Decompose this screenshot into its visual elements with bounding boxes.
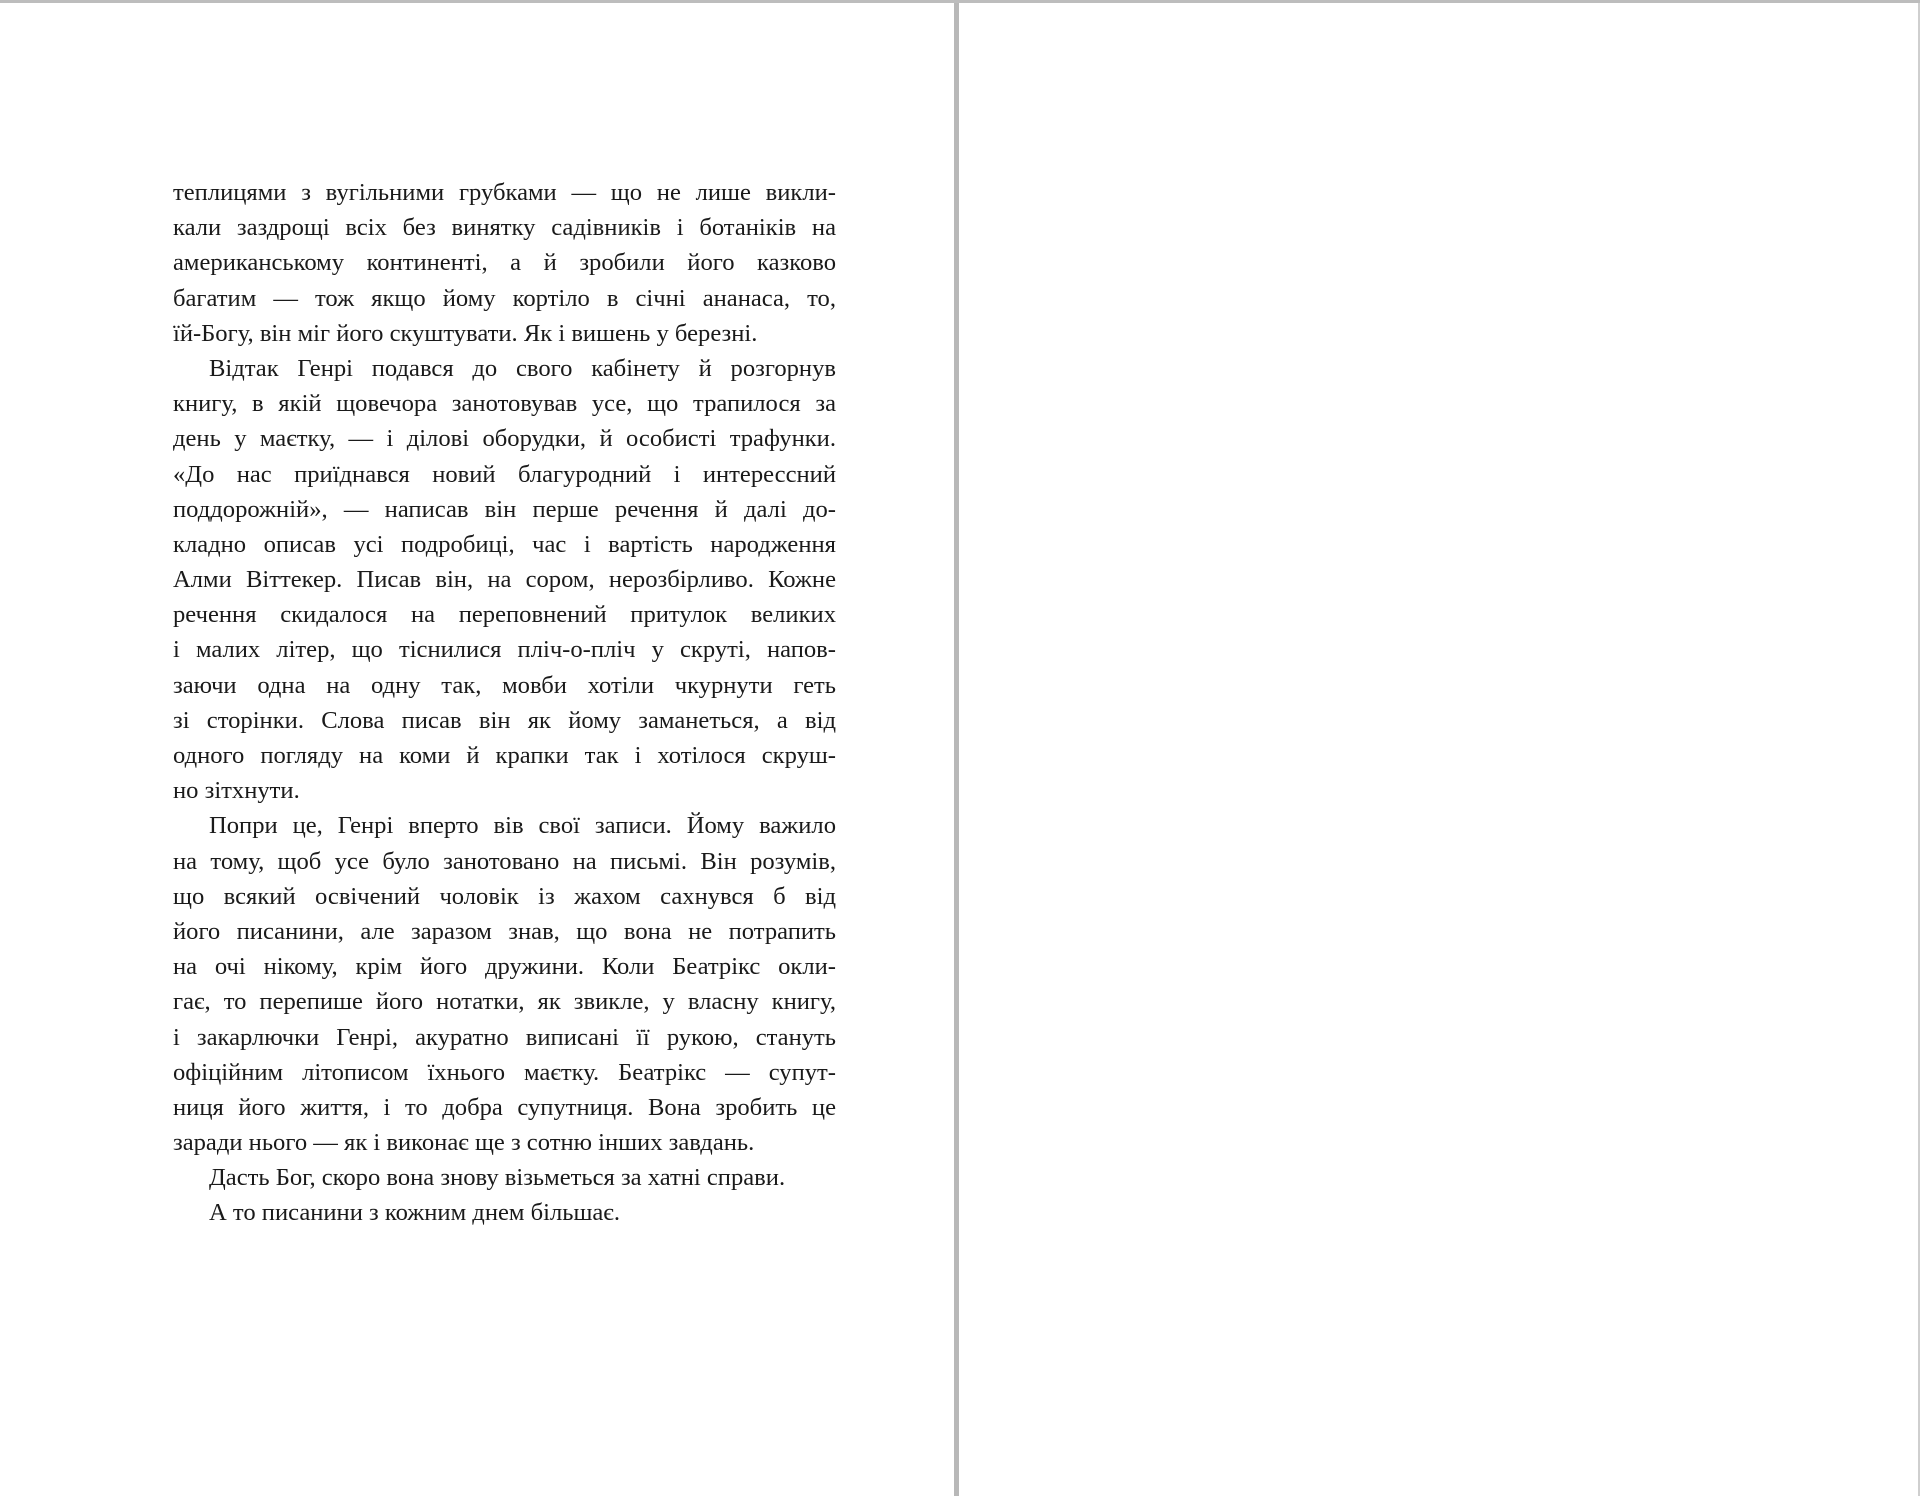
text-line: гає, то перепише його нотатки, як звикле, у власну книгу,: [173, 988, 836, 1016]
text-line: день у маєтку, — і ділові оборудки, й особисті трафунки.: [173, 425, 836, 453]
text-line: зі сторінки. Слова писав він як йому заманеться, а від: [173, 706, 836, 734]
text-line: заючи одна на одну так, мовби хотіли чкурнути геть: [173, 671, 836, 699]
text-line: Дасть Бог, скоро вона знову візьметься за хатні справи.: [209, 1164, 786, 1192]
text-line: одного погляду на коми й крапки так і хотілося скруш-: [173, 742, 836, 769]
text-line: речення скидалося на переповнений притулок великих: [173, 601, 836, 629]
left-page[interactable]: [0, 3, 954, 1496]
text-line: книгу, в якій щовечора занотовував усе, що трапилося за: [173, 390, 836, 418]
text-line: і закарлючки Генрі, акуратно виписані її рукою, стануть: [173, 1023, 836, 1051]
text-line: і малих літер, що тіснилися пліч-о-пліч у скруті, напов-: [173, 636, 836, 664]
text-line: Попри це, Генрі вперто вів свої записи. Йому важило: [209, 812, 836, 840]
text-line: «До нас приїднався новий благуродний і интерессний: [173, 460, 836, 488]
text-line: на очі нікому, крім його дружини. Коли Беатрікс окли-: [173, 953, 836, 981]
right-page[interactable]: [959, 3, 1920, 1496]
text-line: ниця його життя, і то добра супутниця. Вона зробить це: [173, 1093, 836, 1121]
text-line: Відтак Генрі подався до свого кабінету й розгорнув: [209, 354, 836, 382]
text-line: поддорожній», — написав він перше речення й далі до-: [173, 495, 836, 523]
text-line: Алми Віттекер. Писав він, на сором, нерозбірливо. Кожне: [173, 566, 836, 594]
text-line: теплицями з вугільними грубками — що не лише викли-: [173, 179, 836, 206]
text-line: на тому, щоб усе було занотовано на письмі. Він розумів,: [173, 847, 836, 875]
text-line: заради нього — як і виконає ще з сотню інших завдань.: [173, 1129, 755, 1157]
text-line: багатим — тож якщо йому кортіло в січні ананаса, то,: [173, 284, 836, 312]
text-line: його писанини, але заразом знав, що вона не потрапить: [173, 917, 836, 945]
text-line: американському континенті, а й зробили його казково: [173, 249, 836, 277]
left-page-text: [173, 175, 836, 1231]
text-line: кладно описав усі подробиці, час і вартість народження: [173, 530, 836, 558]
text-line: їй-Богу, він міг його скуштувати. Як і вишень у березні.: [173, 319, 758, 347]
text-line: офіційним літописом їхнього маєтку. Беатрікс — супут-: [173, 1058, 836, 1086]
text-line: що всякий освічений чоловік із жахом сахнувся б від: [173, 882, 836, 910]
text-line: кали заздрощі всіх без винятку садівників і ботаніків на: [173, 214, 836, 242]
text-line: А то писанини з кожним днем більшає.: [209, 1199, 620, 1227]
text-line: но зітхнути.: [173, 777, 300, 805]
